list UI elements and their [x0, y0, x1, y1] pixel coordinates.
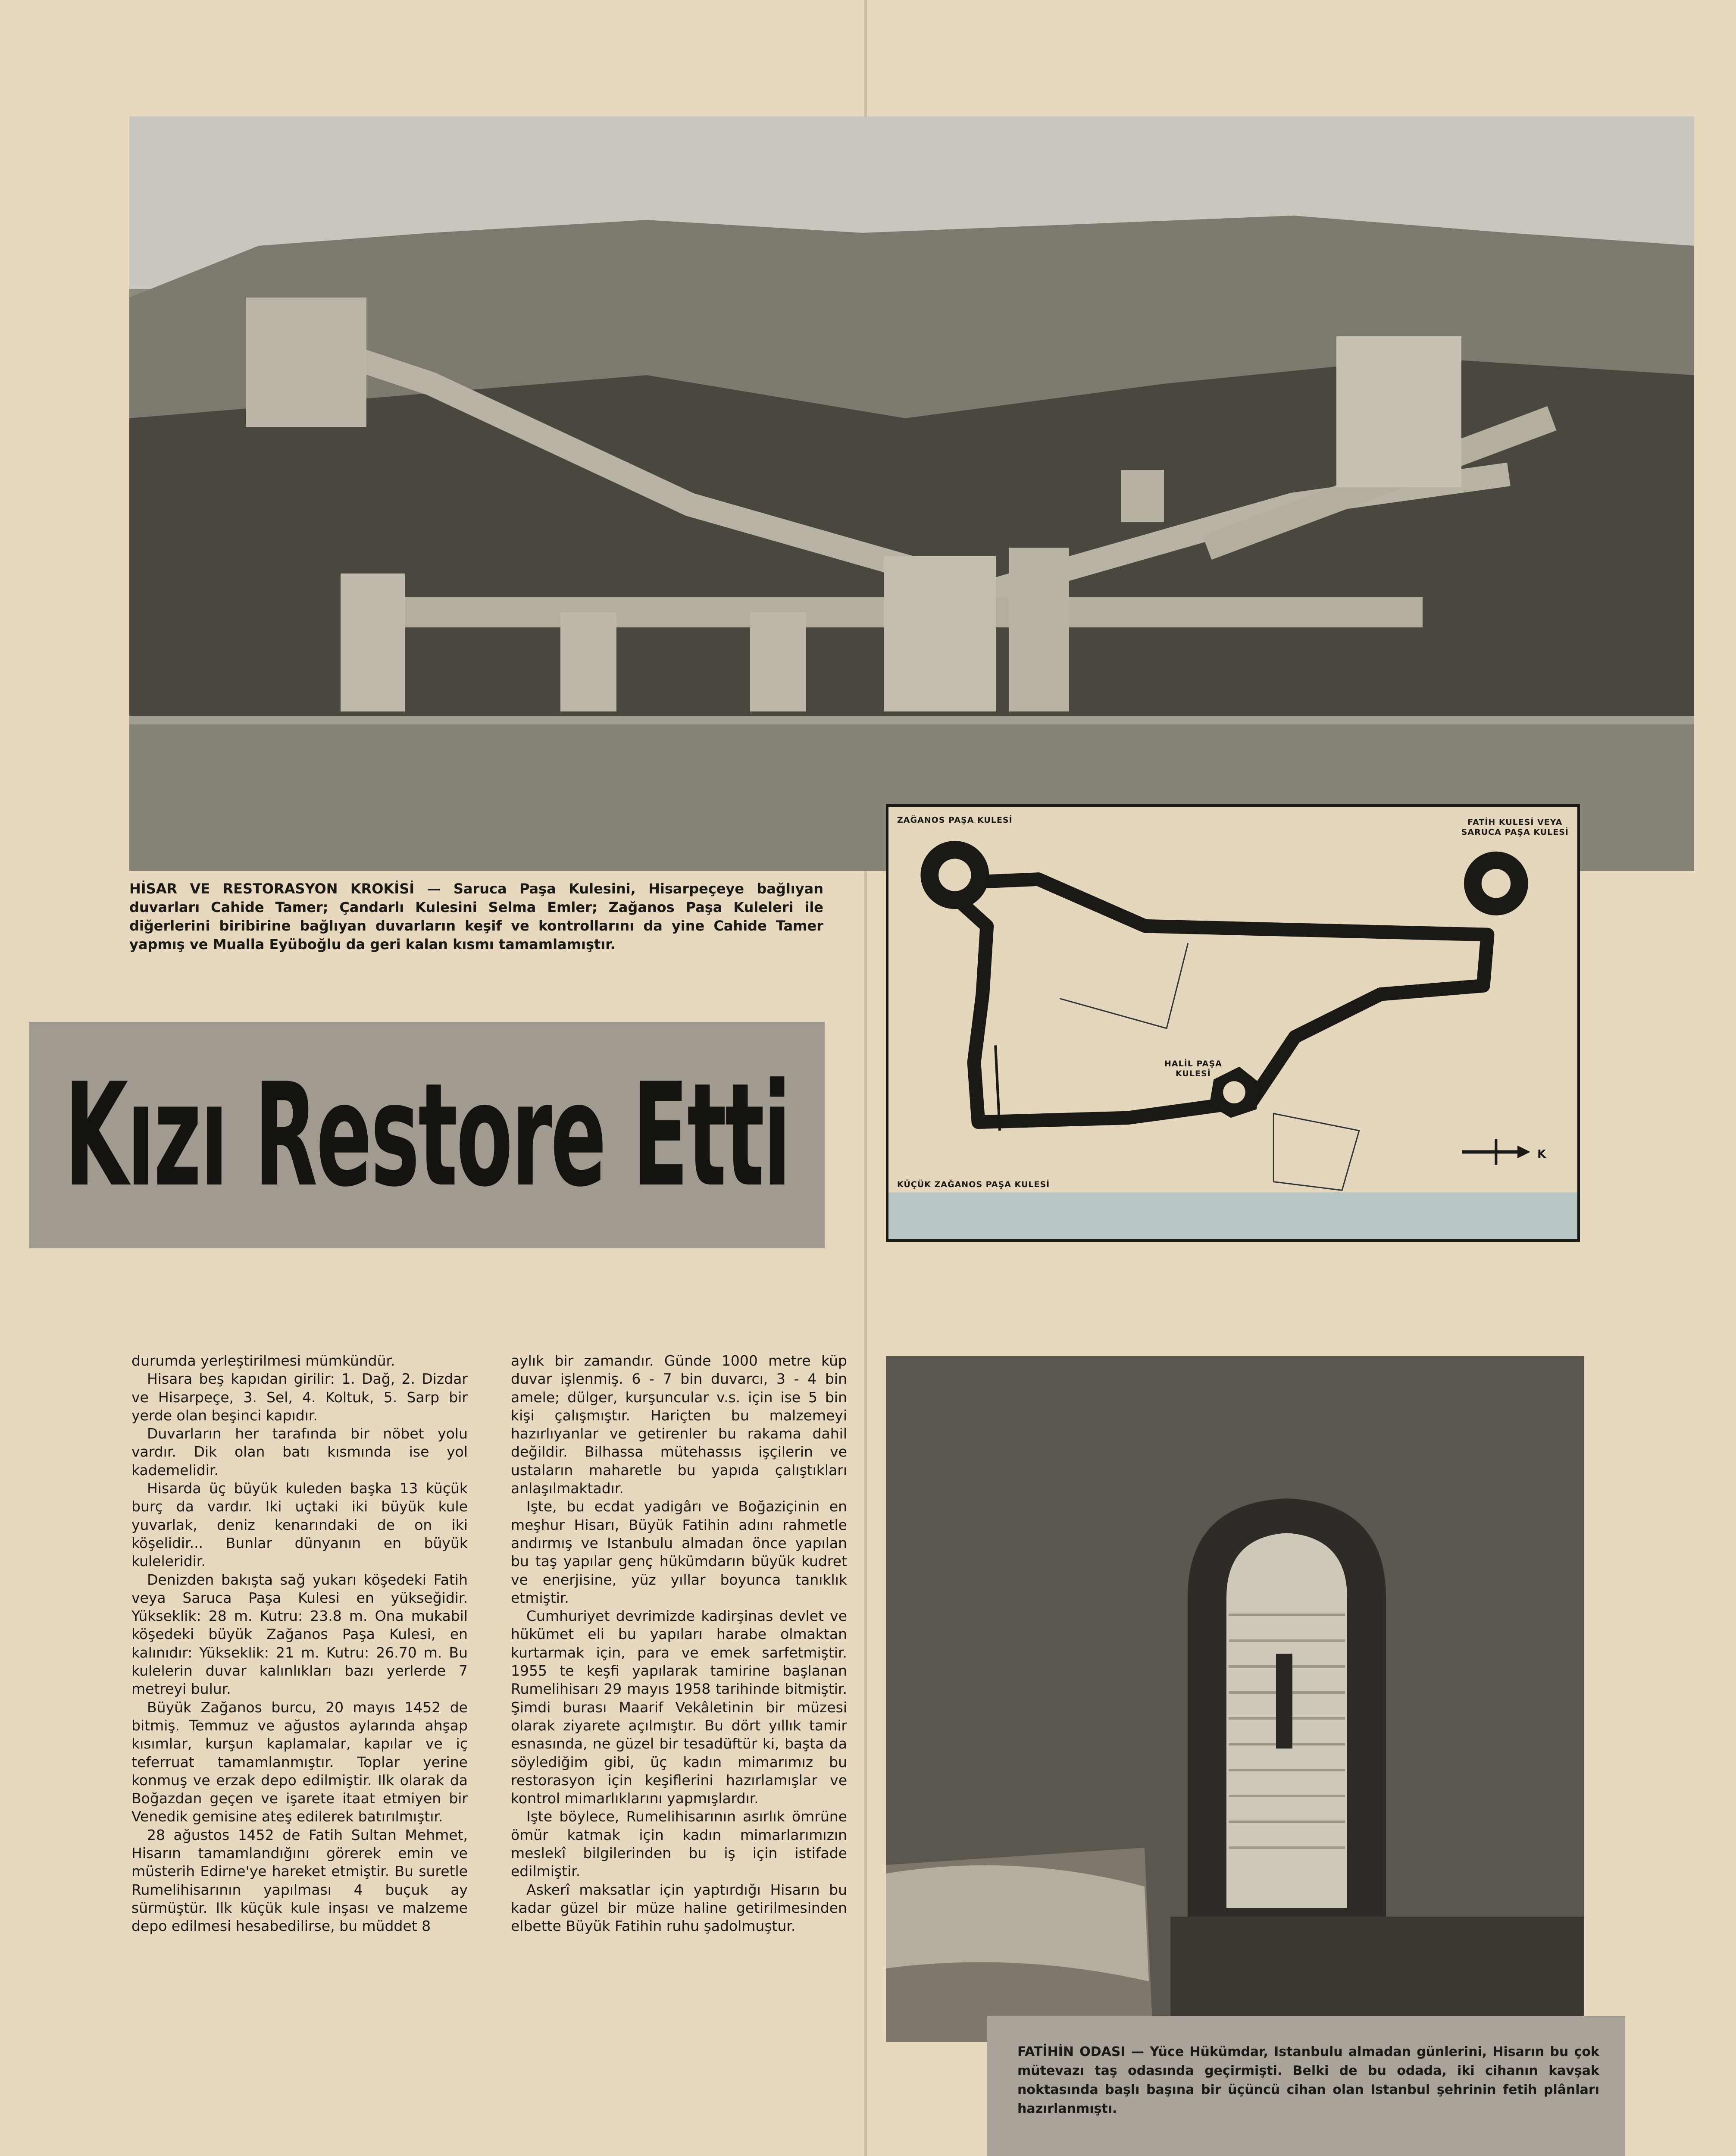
paragraph: Işte böylece, Rumelihisarının asırlık ömrüne ömür katmak için kadın mimarlarımızın meslekî bilgilerinden bu iş için istifade edilmiştir.	[511, 1808, 847, 1880]
fatih-room-photo	[886, 1356, 1584, 2042]
paragraph: Işte, bu ecdat yadigârı ve Boğaziçinin en meşhur Hisarı, Büyük Fatihin adını rahmetle andırmış ve Istanbulu almadan önce yapılan bu taş yapılar genç hükümdarın büyük kudret ve enerjisine, yüz yıllar boyunca tanıklık etmiştir.	[511, 1498, 847, 1606]
restoration-plan-map	[886, 804, 1580, 1242]
map-label-halil	[1164, 1059, 1222, 1079]
paragraph: Hisarda üç büyük kuleden başka 13 küçük burç da vardır. Iki uçtaki iki büyük kule yuvarlak, deniz kenarındaki de on iki köşelidir... Bunlar dünyanın en büyük kuleleridir.	[131, 1480, 468, 1570]
caption-lead: FATİHİN ODASI —	[1017, 2044, 1144, 2059]
map-label-fatih-line2: SARUCA PAŞA KULESİ	[1461, 827, 1569, 837]
paragraph: Büyük Zağanos burcu, 20 mayıs 1452 de bitmiş. Temmuz ve ağustos aylarında ahşap kısımlar, kurşun kaplamalar, kapılar ve iç teferruat tamamlanmıştır. Toplar yerine konmuş ve erzak depo edilmiştir. Ilk olarak da Boğazdan geçen ve işarete itaat etmiyen bir Venedik gemisine ateş edilerek batırılmıştır.	[131, 1698, 468, 1825]
paragraph: Duvarların her tarafında bir nöbet yolu vardır. Dik olan batı kısmında ise yol kademelidir.	[131, 1425, 468, 1479]
map-label-fatih-line1: FATİH KULESİ VEYA	[1467, 818, 1563, 827]
map-label-fatih	[1461, 818, 1569, 837]
paragraph: Hisara beş kapıdan girilir: 1. Dağ, 2. Dizdar ve Hisarpeçe, 3. Sel, 4. Koltuk, 5. Sarp bir yerde olan beşinci kapıdır.	[131, 1370, 468, 1424]
caption-text: Yüce Hükümdar, Istanbulu almadan günlerini, Hisarın bu çok mütevazı taş odasında geçirmişti. Belki de bu odada, iki cihanın kavşak noktasında başlı başına bir üçüncü cihan olan Istanbul şehrinin fetih plânları hazırlanmıştı.	[1017, 2044, 1599, 2116]
headline-banner	[29, 1022, 825, 1248]
headline-title: Kızı Restore Etti	[64, 1052, 790, 1218]
map-label-halil-line2: KULESİ	[1176, 1069, 1211, 1078]
article-column-2	[511, 1352, 847, 1936]
caption-lead: HİSAR VE RESTORASYON KROKİSİ —	[129, 881, 441, 897]
caption-fatihin-odasi	[987, 2016, 1625, 2156]
map-label-kucuk-zaganos: KÜÇÜK ZAĞANOS PAŞA KULESİ	[897, 1180, 1050, 1189]
caption-text: Saruca Paşa Kulesini, Hisarpeçeye bağlıyan duvarları Cahide Tamer; Çandarlı Kulesini Selma Emler; Zağanos Paşa Kuleleri ile diğerlerini biribirine bağlıyan duvarların keşif ve kontrollarını da yine Cahide Tamer yapmış ve Mualla Eyüboğlu da geri kalan kısmı tamamlamıştır.	[129, 881, 823, 953]
rumelihisari-photo	[129, 116, 1694, 871]
map-label-halil-line1: HALİL PAŞA	[1164, 1059, 1222, 1069]
compass-letter: K	[1537, 1148, 1547, 1161]
article-column-1	[131, 1352, 468, 1936]
paragraph: Askerî maksatlar için yaptırdığı Hisarın bu kadar güzel bir müze haline getirilmesinden elbette Büyük Fatihin ruhu şadolmuştur.	[511, 1881, 847, 1935]
paragraph: 28 ağustos 1452 de Fatih Sultan Mehmet, Hisarın tamamlandığını görerek emin ve müsterih Edirne'ye hareket etmiştir. Bu suretle Rumelihisarının yapılması 4 buçuk ay sürmüştür. Ilk küçük kule inşası ve malzeme depo edilmesi hesabedilirse, bu müddet 8	[131, 1826, 468, 1935]
map-label-zaganos: ZAĞANOS PAŞA KULESİ	[897, 815, 1013, 825]
paragraph: Cumhuriyet devrimizde kadirşinas devlet ve hükümet eli bu yapıları harabe olmaktan kurtarmak için, para ve emek sarfetmiştir. 1955 te keşfi yapılarak tamirine başlanan Rumelihisarı 29 mayıs 1958 tarihinde bitmiştir. Şimdi burası Maarif Vekâletinin bir müzesi olarak ziyarete açılmıştır. Bu dört yıllık tamir esnasında, ne güzel bir tesadüftür ki, başta da söylediğim gibi, üç kadın mimarımız bu restorasyon için keşiflerini hazırlamışlar ve kontrol mimarlıklarını yapmışlardır.	[511, 1608, 847, 1807]
paragraph: Denizden bakışta sağ yukarı köşedeki Fatih veya Saruca Paşa Kulesi en yükseğidir. Yükseklik: 28 m. Kutru: 23.8 m. Ona mukabil köşedeki büyük Zağanos Paşa Kulesi, en kalınıdır: Yükseklik: 21 m. Kutru: 26.70 m. Bu kulelerin duvar kalınlıkları bazı yerlerde 7 metreyi bulur.	[131, 1571, 468, 1698]
paragraph: aylık bir zamandır. Günde 1000 metre küp duvar işlenmiş. 6 - 7 bin duvarcı, 3 - 4 bin amele; dülger, kurşuncular v.s. için ise 5 bin kişi çalışmıştır. Hariçten bu malzemeyi hazırlıyanlar ve getirenler bu rakama dahil değildir. Bilhassa mütehassıs işçilerin ve ustaların maharetle bu yapıda çalıştıkları anlaşılmaktadır.	[511, 1352, 847, 1497]
paragraph: durumda yerleştirilmesi mümkündür.	[131, 1352, 395, 1369]
caption-restorasyon-krokisi	[129, 880, 823, 954]
